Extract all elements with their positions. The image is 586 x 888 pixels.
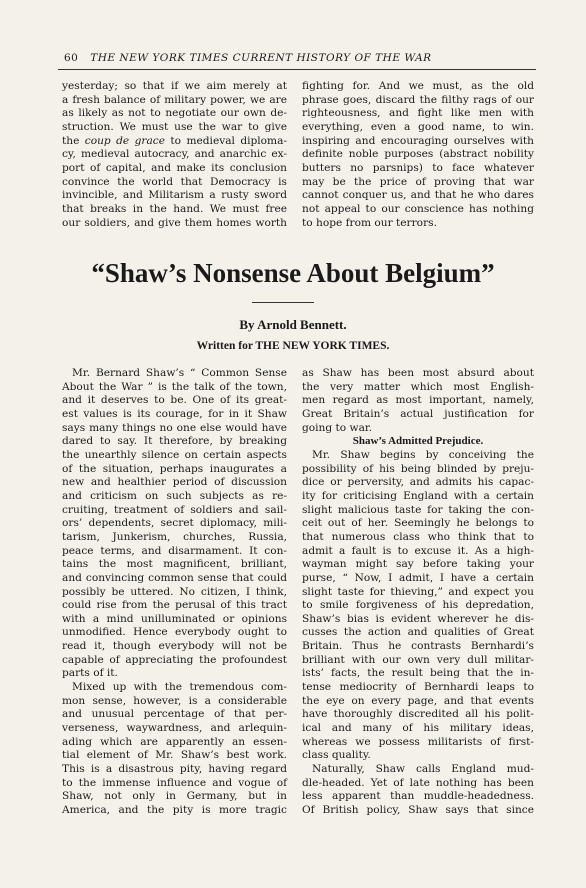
text-line: phrase goes, discard the filthy rags of our bbox=[302, 93, 534, 106]
text-line: could rise from the perusal of this tract bbox=[62, 599, 287, 612]
text-line: ors’ dependents, secret diplomacy, mili- bbox=[62, 517, 287, 530]
header-rule bbox=[58, 69, 536, 70]
running-header bbox=[64, 52, 534, 64]
text-line: cy, medieval autocracy, and anarchic ex- bbox=[62, 148, 287, 161]
text-line: of the situation, perhaps inaugurates a bbox=[62, 462, 287, 475]
text-line: tains the most magnificent, brilliant, bbox=[62, 558, 287, 571]
text-line: that breaks in the hand. We must free bbox=[62, 202, 287, 215]
text-line: whereas we possess militarists of first- bbox=[302, 735, 534, 748]
text-line: inspiring and encouraging ourselves with bbox=[302, 134, 534, 147]
text-line: going to war. bbox=[302, 421, 373, 434]
text-line: Mr. Shaw begins by conceiving the bbox=[312, 448, 534, 461]
text-line: capable of appreciating the profoundest bbox=[62, 653, 287, 666]
text-line: admit a fault is to excuse it. As a high- bbox=[302, 544, 534, 557]
text-line: tense mediocrity of Bernhardi leaps to bbox=[302, 681, 534, 694]
text-line: ity for criticising England with a certain bbox=[302, 489, 534, 502]
text-line: Britain. Thus he contrasts Bernhardi’s bbox=[302, 640, 534, 653]
text-line: to the immense influence and vogue of bbox=[62, 776, 287, 789]
article-title: “Shaw’s Nonsense About Belgium” bbox=[91, 258, 495, 288]
text-line: fighting for. And we must, as the old bbox=[302, 80, 534, 92]
text-line: slight malicious taste for taking the con- bbox=[302, 503, 534, 516]
text-line: Mr. Bernard Shaw’s “ Common Sense bbox=[72, 367, 287, 379]
text-line: possibility of his being blinded by preju- bbox=[302, 462, 534, 475]
text-line: definite noble purposes (abstract nobility bbox=[302, 148, 534, 161]
text-line: a fresh balance of military power, we are bbox=[62, 93, 287, 106]
text-line: This is a disastrous pity, having regard bbox=[62, 763, 287, 776]
text-line: as Shaw has been most absurd about bbox=[302, 367, 534, 379]
page-number: 60 bbox=[64, 52, 79, 64]
text-line: possibly be uttered. No citizen, I think, bbox=[62, 585, 287, 598]
text-line: says many things no one else would have bbox=[62, 421, 287, 434]
text-line: dle-headed. Yet of late nothing has been bbox=[302, 776, 534, 789]
top-right-column bbox=[302, 80, 534, 230]
text-line: ical and many of his military ideas, bbox=[302, 722, 534, 735]
text-line: brilliant with our own very dull militar- bbox=[302, 653, 534, 666]
text-line: About the War ” is the talk of the town, bbox=[62, 380, 287, 393]
text-line: new and healthier period of discussion bbox=[62, 476, 287, 489]
text-line: cusses the action and qualities of Great bbox=[302, 626, 534, 639]
text-line: verseness, waywardness, and arlequin- bbox=[62, 722, 287, 735]
text-line: read it, though everybody will not be bbox=[62, 640, 287, 653]
text-line: est values is its courage, for in it Shaw bbox=[62, 407, 287, 420]
text-line: ists’ facts, the result being that the in- bbox=[302, 667, 534, 680]
text-line: butters no parsnips) to face whatever bbox=[302, 161, 534, 174]
text-line: parts of it. bbox=[62, 667, 118, 680]
text-line: and it deserves to be. One of its great- bbox=[62, 394, 287, 407]
text-line: ceit out of her. Seemingly he belongs to bbox=[302, 517, 534, 530]
text-line: dice or perversity, and admits his capac- bbox=[302, 476, 534, 489]
text-line: tarism, Junkerism, churches, Russia, bbox=[62, 530, 287, 543]
text-line: that numerous class who think that to bbox=[302, 530, 534, 543]
italic-phrase: coup de grace bbox=[84, 134, 165, 147]
text-line: to hope from our terrors. bbox=[302, 216, 437, 229]
text-line: Shaw, not only in Germany, but in bbox=[62, 790, 287, 803]
text-line: cannot conquer us, and that he who dares bbox=[302, 189, 534, 202]
text-line: to smile forgiveness of his depredation, bbox=[302, 599, 534, 612]
text-line: convince the world that Democracy is bbox=[62, 175, 287, 188]
text-line: tial element of Mr. Shaw’s best work. bbox=[62, 749, 287, 762]
text-line: slight taste for thieving,” and expect you bbox=[302, 585, 534, 598]
text-line: not appeal to our conscience has nothing bbox=[302, 202, 534, 215]
text-line: as likely as not to negotiate our own de- bbox=[62, 107, 287, 120]
text-line: with a mind unilluminated or opinions bbox=[62, 612, 287, 625]
text-line: invincible, and Militarism a rusty sword bbox=[62, 189, 287, 202]
text-line: Naturally, Shaw calls England mud- bbox=[312, 763, 534, 776]
text-line: America, and the pity is more tragic bbox=[62, 804, 287, 816]
text-line: and criticism on such subjects as re- bbox=[62, 489, 287, 502]
text-line: Shaw’s bias is evident wherever he dis- bbox=[302, 612, 534, 625]
text-line: the very matter which most English- bbox=[302, 380, 534, 393]
byline: By Arnold Bennett. bbox=[239, 317, 347, 332]
article-right-column bbox=[302, 367, 534, 818]
text-line: and convincing common sense that could bbox=[62, 571, 287, 584]
text-line: ading which are apparently an essen- bbox=[62, 735, 287, 748]
text-line: class quality. bbox=[302, 749, 371, 762]
text-line: peace terms, and disarmament. It con- bbox=[62, 544, 287, 557]
text-line: the coup de grace to medieval diploma- bbox=[62, 134, 287, 147]
top-left-column bbox=[62, 80, 287, 230]
written-for-line: Written for THE NEW YORK TIMES. bbox=[196, 340, 390, 352]
text-line: mon sense, however, is a considerable bbox=[62, 694, 287, 707]
text-line: wayman might say before taking your bbox=[302, 558, 534, 571]
text-line: righteousness, and fight like men with bbox=[302, 107, 534, 120]
text-line: the eye on every page, and that events bbox=[302, 694, 534, 707]
article-left-column bbox=[62, 367, 287, 818]
text-line: cruiting, treatment of soldiers and sail- bbox=[62, 503, 287, 516]
text-line: port of capital, and make its conclusion bbox=[62, 161, 287, 174]
title-rule bbox=[252, 302, 314, 303]
text-line: Great Britain’s actual justification for bbox=[302, 407, 534, 420]
text-line: unmodified. Hence everybody ought to bbox=[62, 626, 287, 639]
text-line: may be the price of proving that war bbox=[302, 175, 534, 188]
text-line: less apparent than muddle-headedness. bbox=[302, 790, 534, 803]
text-line: and unusual percentage of that per- bbox=[62, 708, 287, 721]
text-line: struction. We must use the war to give bbox=[62, 120, 287, 133]
text-line: dared to say. It therefore, by breaking bbox=[62, 435, 287, 448]
text-line: Of British policy, Shaw says that since bbox=[302, 804, 534, 816]
text-line: purse, “ Now, I admit, I have a certain bbox=[302, 571, 534, 584]
text-line: yesterday; so that if we aim merely at bbox=[62, 80, 287, 92]
running-title: THE NEW YORK TIMES CURRENT HISTORY OF THE WAR bbox=[90, 52, 432, 64]
text-line: the unearthly silence on certain aspects bbox=[62, 448, 287, 461]
section-subheading: Shaw’s Admitted Prejudice. bbox=[352, 435, 484, 448]
text-line: men regard as most important, namely, bbox=[302, 394, 534, 407]
text-line: have thoroughly discredited all his polit- bbox=[302, 708, 534, 721]
text-line: Mixed up with the tremendous com- bbox=[72, 681, 287, 694]
text-line: everything, even a good name, to win. bbox=[302, 120, 534, 133]
text-line: our soldiers, and give them homes worth bbox=[62, 216, 287, 229]
